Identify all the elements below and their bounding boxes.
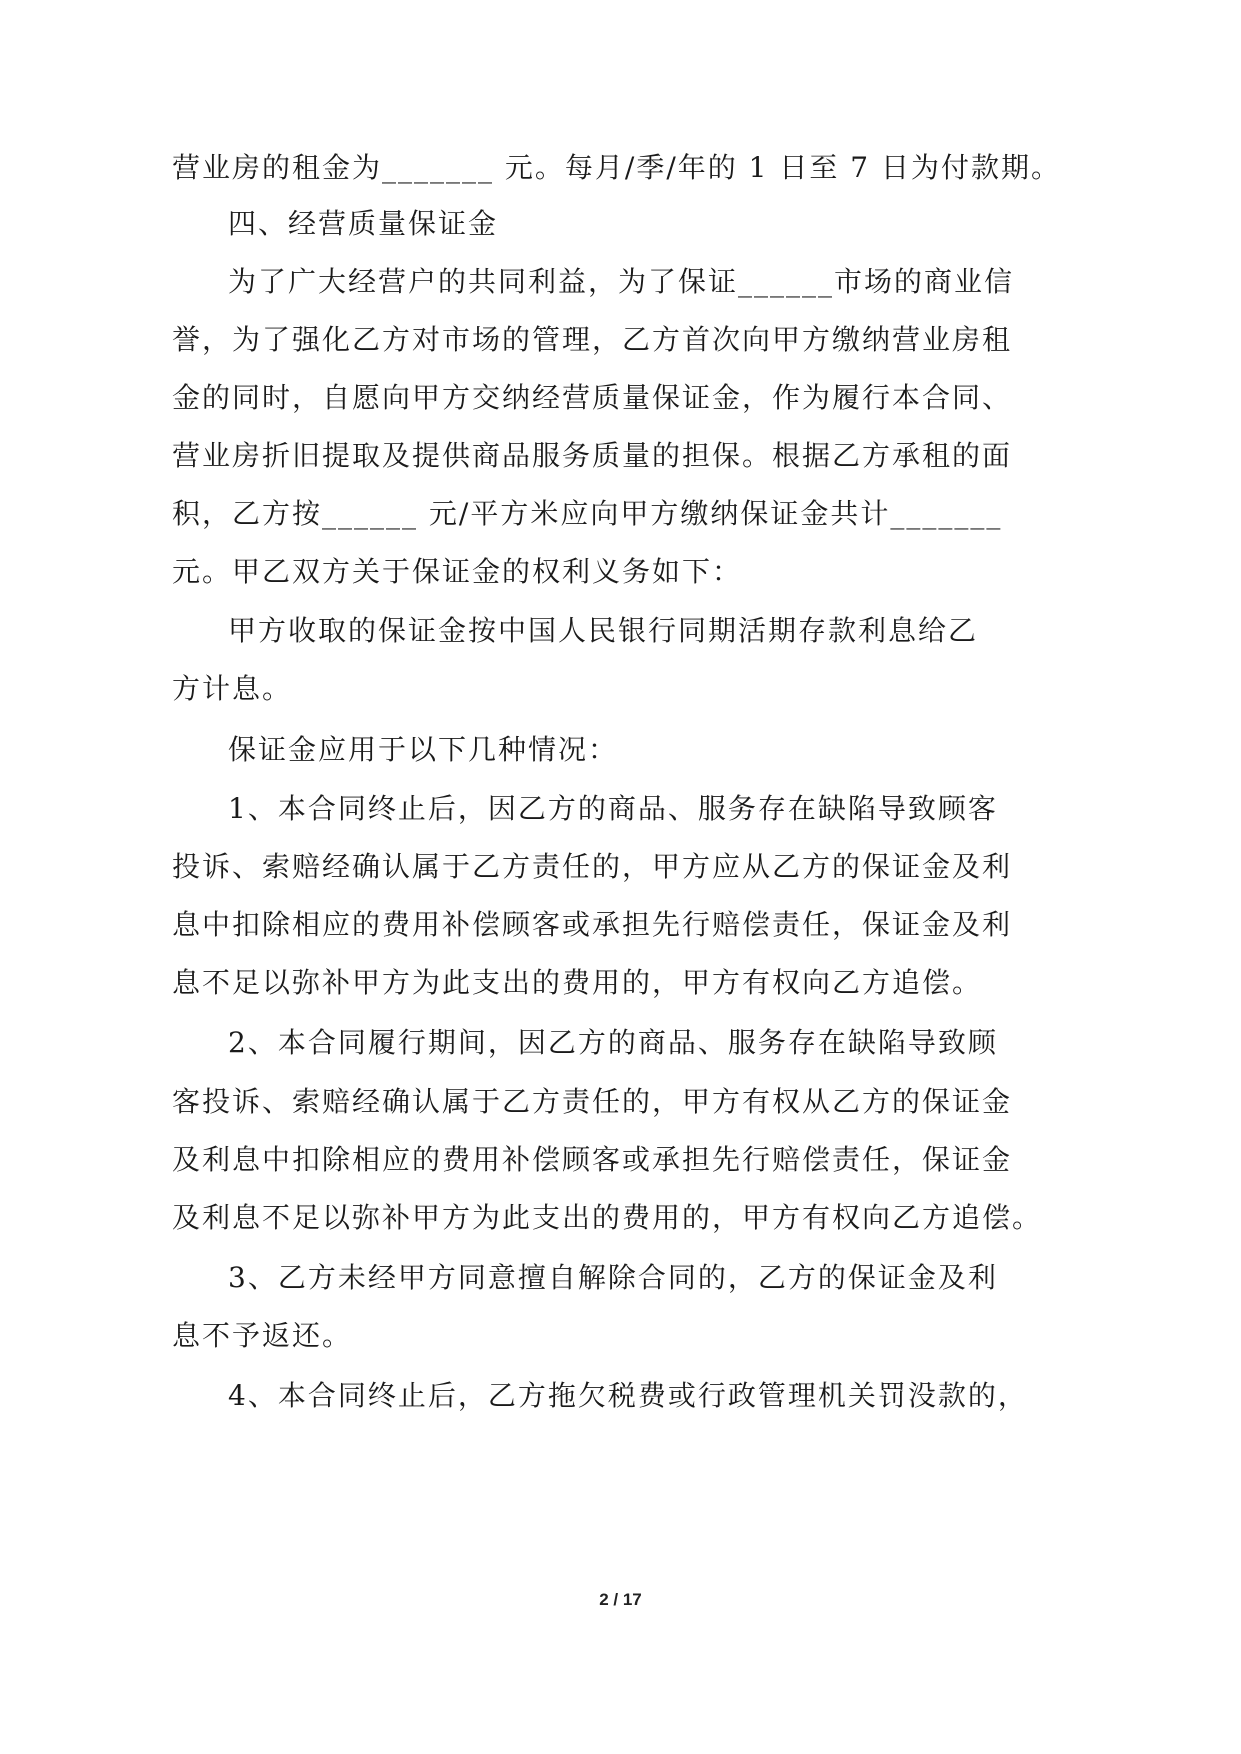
text-line: 及利息不足以弥补甲方为此支出的费用的，甲方有权向乙方追偿。: [172, 1201, 1043, 1234]
text-line: 1、本合同终止后，因乙方的商品、服务存在缺陷导致顾客: [228, 792, 998, 825]
text-line: 积，乙方按______ 元/平方米应向甲方缴纳保证金共计_______: [172, 497, 1003, 530]
text-line: 方计息。: [172, 672, 293, 705]
text-line: 金的同时，自愿向甲方交纳经营质量保证金，作为履行本合同、: [172, 381, 1013, 414]
text-line: 息不足以弥补甲方为此支出的费用的，甲方有权向乙方追偿。: [172, 966, 983, 999]
text-line: 2、本合同履行期间，因乙方的商品、服务存在缺陷导致顾: [228, 1026, 998, 1059]
page-number: 2 / 17: [599, 1590, 642, 1609]
text-line: 元。甲乙双方关于保证金的权利义务如下：: [172, 555, 743, 588]
text-line: 营业房的租金为_______ 元。每月/季/年的 1 日至 7 日为付款期。: [172, 151, 1062, 184]
text-line: 誉，为了强化乙方对市场的管理，乙方首次向甲方缴纳营业房租: [172, 323, 1013, 356]
text-line: 为了广大经营户的共同利益，为了保证______市场的商业信: [228, 265, 1015, 298]
text-line: 投诉、索赔经确认属于乙方责任的，甲方应从乙方的保证金及利: [172, 850, 1013, 883]
text-line: 息不予返还。: [172, 1319, 353, 1352]
text-line: 及利息中扣除相应的费用补偿顾客或承担先行赔偿责任，保证金: [172, 1143, 1013, 1176]
text-line: 息中扣除相应的费用补偿顾客或承担先行赔偿责任，保证金及利: [172, 908, 1013, 941]
text-line: 营业房折旧提取及提供商品服务质量的担保。根据乙方承租的面: [172, 439, 1013, 472]
text-line: 3、乙方未经甲方同意擅自解除合同的，乙方的保证金及利: [228, 1261, 998, 1294]
text-line: 4、本合同终止后，乙方拖欠税费或行政管理机关罚没款的，: [228, 1379, 1028, 1412]
text-line: 客投诉、索赔经确认属于乙方责任的，甲方有权从乙方的保证金: [172, 1085, 1013, 1118]
text-line: 甲方收取的保证金按中国人民银行同期活期存款利息给乙: [228, 614, 979, 647]
text-line: 保证金应用于以下几种情况：: [228, 733, 619, 766]
section-heading: 四、经营质量保证金: [228, 207, 499, 240]
